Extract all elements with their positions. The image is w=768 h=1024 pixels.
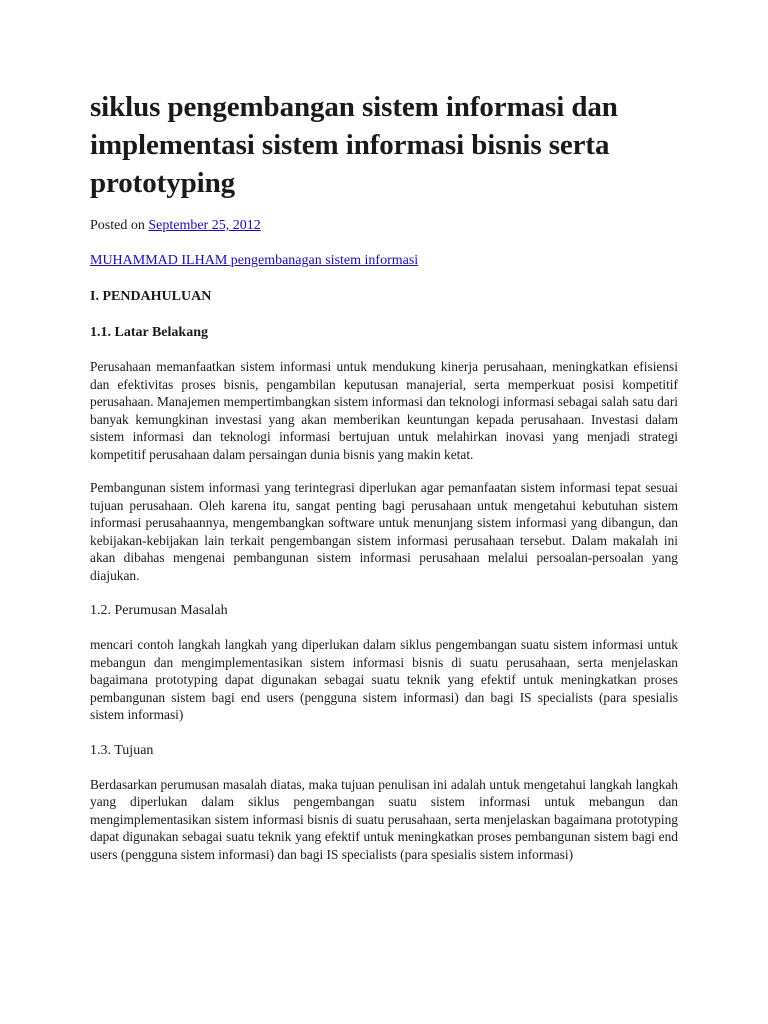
paragraph-latar-belakang-1: Perusahaan memanfaatkan sistem informasi untuk mendukung kinerja perusahaan, meningkatkan efisiensi dan efektivitas proses bisnis, pengambilan keputusan manajerial, serta memperkuat posisi kompetitif perusahaan. Manajemen mempertimbangkan sistem informasi dan teknologi informasi sebagai salah satu dari banyak kemungkinan investasi yang akan memberikan keuntungan kepada perusahaan. Investasi dalam sistem informasi dan teknologi informasi bertujuan untuk melahirkan inovasi yang menjadi strategi kompetitif perusahaan dalam persaingan dunia bisnis yang makin ketat. — [90, 359, 678, 462]
posted-label: Posted on — [90, 218, 145, 233]
paragraph-tujuan: Berdasarkan perumusan masalah diatas, maka tujuan penulisan ini adalah untuk mengetahui langkah langkah yang diperlukan dalam siklus pengembangan suatu sistem informasi untuk mebangun dan mengimplementasikan sistem informasi bisnis di suatu perusahaan, serta menjelaskan bagaimana prototyping dapat digunakan sebagai suatu teknik yang efektif untuk meningkatkan proses pembangunan sistem bagi end users (pengguna sistem informasi) dan bagi IS specialists (para spesialis sistem informasi) — [90, 776, 678, 862]
paragraph-perumusan-masalah: mencari contoh langkah langkah yang diperlukan dalam siklus pengembangan suatu sistem informasi untuk mebangun dan mengimplementasikan sistem informasi bisnis di suatu perusahaan, serta menjelaskan bagaimana prototyping dapat digunakan sebagai suatu teknik yang efektif untuk meningkatkan proses pembangunan sistem bagi end users (pengguna sistem informasi) dan bagi IS specialists (para spesialis sistem informasi) — [90, 637, 678, 722]
byline — [90, 252, 678, 270]
page-title: siklus pengembangan sistem informasi dan implementasi sistem informasi bisnis serta prototyping — [90, 91, 618, 199]
section-heading: I. PENDAHULUAN — [90, 289, 212, 304]
posted-date-link[interactable]: September 25, 2012 — [148, 218, 261, 233]
author-category-link[interactable]: MUHAMMAD ILHAM pengembanagan sistem informasi — [90, 253, 419, 268]
subsection-heading-tujuan: 1.3. Tujuan — [90, 742, 154, 758]
subsection-heading-perumusan-masalah: 1.2. Perumusan Masalah — [90, 603, 228, 618]
document-page — [90, 88, 678, 863]
paragraph-latar-belakang-2: Pembangunan sistem informasi yang terintegrasi diperlukan agar pemanfaatan sistem informasi tepat sesuai tujuan perusahaan. Oleh karena itu, sangat penting bagi perusahaan untuk mengetahui kebutuhan sistem informasi perusahaannya, mengembangkan software untuk menunjang sistem informasi yang dibangun, dan kebijakan-kebijakan lain terkait pengembangan sistem informasi perusahaan tersebut. Dalam makalah ini akan dibahas mengenai pembangunan sistem informasi perusahaan melalui persoalan-persoalan yang diajukan. — [90, 480, 678, 583]
post-meta — [90, 217, 678, 235]
subsection-heading-latar-belakang: 1.1. Latar Belakang — [90, 325, 208, 340]
